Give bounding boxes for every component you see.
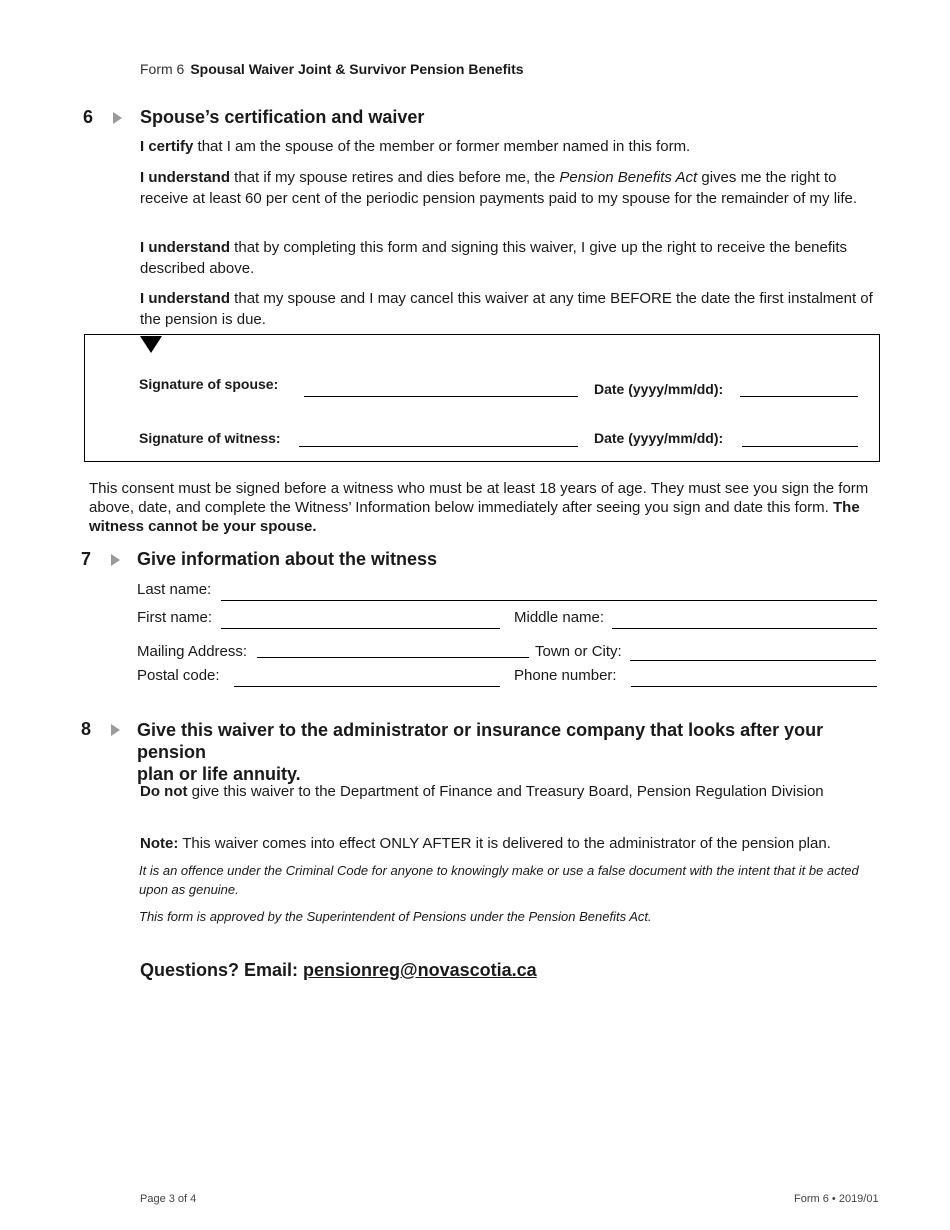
section-6-number: 6 xyxy=(83,107,94,127)
consent-text: This consent must be signed before a witness who must be at least 18 years of age. They must see you sign the form above, date, and complete the Witness’ Information below immediately after seeing you sign and date this form. xyxy=(89,480,869,516)
phone-number-label: Phone number: xyxy=(514,667,617,684)
mailing-address-label: Mailing Address: xyxy=(137,643,248,660)
understand-text: that my spouse and I may cancel this waiver at any time BEFORE the date the first instalment of the pension is due. xyxy=(140,290,873,328)
sign-here-triangle-icon xyxy=(140,336,162,353)
first-name-field[interactable] xyxy=(221,628,500,629)
signature-spouse-label: Signature of spouse: xyxy=(139,376,279,392)
note-paragraph xyxy=(140,833,900,854)
understand-paragraph-3 xyxy=(140,288,880,330)
criminal-code-notice: It is an offence under the Criminal Code for anyone to knowingly make or use a false document with the intent that it be acted upon as genuine. xyxy=(139,863,859,897)
certify-paragraph xyxy=(140,136,880,157)
section-arrow-icon xyxy=(113,112,122,124)
section-arrow-icon xyxy=(111,554,120,566)
email-link[interactable]: pensionreg@novascotia.ca xyxy=(303,960,537,980)
section-8-title-line: Give this waiver to the administrator or insurance company that looks after your pension xyxy=(137,720,824,762)
date-witness-label: Date (yyyy/mm/dd): xyxy=(594,430,724,446)
section-6-title: Spouse’s certification and waiver xyxy=(140,107,425,127)
do-not-paragraph xyxy=(140,781,900,802)
understand-paragraph-1 xyxy=(140,167,880,209)
note-bold: Note: xyxy=(140,835,179,852)
mailing-address-field[interactable] xyxy=(257,657,529,658)
footer-bullet: • xyxy=(831,1193,836,1205)
footer-form: Form 6 xyxy=(794,1193,829,1205)
date-spouse-field[interactable] xyxy=(740,396,858,397)
signature-witness-label: Signature of witness: xyxy=(139,430,281,446)
date-spouse-label: Date (yyyy/mm/dd): xyxy=(594,381,724,397)
note-text: This waiver comes into effect ONLY AFTER it is delivered to the administrator of the pension plan. xyxy=(178,835,831,852)
section-8-title-line: plan or life annuity. xyxy=(137,764,301,784)
consent-bold: The witness cannot be your spouse. xyxy=(89,499,860,535)
section-8-number: 8 xyxy=(81,719,92,739)
footer-version: 2019/01 xyxy=(838,1193,879,1205)
middle-name-field[interactable] xyxy=(612,628,877,629)
postal-code-field[interactable] xyxy=(234,686,500,687)
date-witness-field[interactable] xyxy=(742,446,858,447)
understand-text: that if my spouse retires and dies before me, the xyxy=(230,169,560,186)
understand-paragraph-2 xyxy=(140,237,880,279)
last-name-field[interactable] xyxy=(221,600,877,601)
form-title: Spousal Waiver Joint & Survivor Pension Benefits xyxy=(190,61,524,77)
questions-line xyxy=(140,960,537,981)
understand-text: gives me the right to receive at least 60 per cent of the periodic pension payments paid to my spouse for the remainder of my life. xyxy=(140,169,858,207)
section-7-title: Give information about the witness xyxy=(137,549,438,569)
signature-witness-field[interactable] xyxy=(299,446,578,447)
postal-code-label: Postal code: xyxy=(137,667,220,684)
form-number: Form 6 xyxy=(140,61,185,77)
middle-name-label: Middle name: xyxy=(514,609,605,626)
approval-notice: This form is approved by the Superintendent of Pensions under the Pension Benefits Act. xyxy=(139,909,652,924)
consent-paragraph xyxy=(89,479,875,536)
questions-label: Questions? Email: xyxy=(140,960,304,980)
first-name-label: First name: xyxy=(137,609,213,626)
understand-bold: I understand xyxy=(140,169,231,186)
certify-bold: I certify xyxy=(140,138,194,155)
page-number: Page 3 of 4 xyxy=(140,1193,197,1205)
section-8-title xyxy=(137,719,897,785)
section-7-number: 7 xyxy=(81,549,92,569)
section-arrow-icon xyxy=(111,724,120,736)
form-header xyxy=(140,61,524,77)
town-city-field[interactable] xyxy=(630,660,876,661)
do-not-text: give this waiver to the Department of Finance and Treasury Board, Pension Regulation Division xyxy=(187,783,824,800)
do-not-bold: Do not xyxy=(140,783,188,800)
form-version xyxy=(794,1193,879,1205)
signature-spouse-field[interactable] xyxy=(304,396,578,397)
understand-text: that by completing this form and signing this waiver, I give up the right to receive the benefits described above. xyxy=(140,239,848,277)
last-name-label: Last name: xyxy=(137,581,212,598)
certify-text: that I am the spouse of the member or former member named in this form. xyxy=(193,138,691,155)
town-city-label: Town or City: xyxy=(535,643,622,660)
act-name: Pension Benefits Act xyxy=(559,169,698,186)
understand-bold: I understand xyxy=(140,239,231,256)
phone-number-field[interactable] xyxy=(631,686,877,687)
understand-bold: I understand xyxy=(140,290,231,307)
